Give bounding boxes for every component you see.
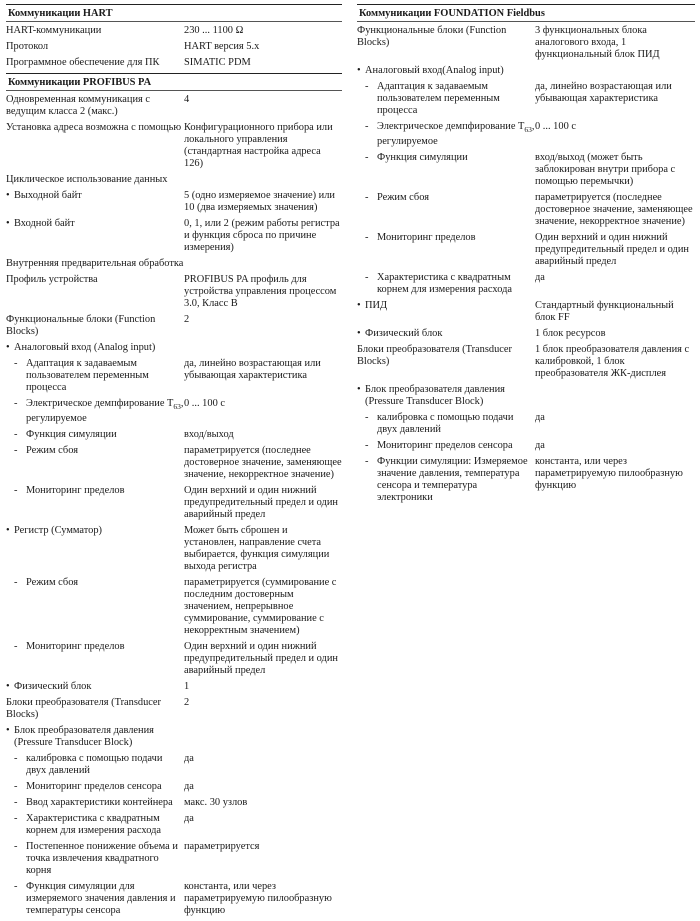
- spec-label-text: Физический блок: [365, 328, 443, 340]
- spec-value: константа, или через параметрируемую пилообразную функцию: [535, 456, 683, 492]
- spec-value: 5 (одно измеряемое значение) или 10 (два измеряемых значения): [184, 190, 335, 213]
- dash-marker: -: [14, 753, 18, 765]
- spec-label: [6, 641, 184, 653]
- spec-row: [6, 258, 342, 274]
- spec-label-text: Регистр (Сумматор): [14, 525, 103, 537]
- right-column: [357, 4, 695, 508]
- spec-row: [357, 344, 695, 384]
- section-title: Коммуникации FOUNDATION Fieldbus: [357, 4, 695, 22]
- spec-row: [6, 725, 342, 753]
- spec-value: да, линейно возрастающая или убывающая характеристика: [535, 81, 672, 104]
- spec-value: да: [535, 440, 545, 452]
- spec-label-text: калибровка с помощью подачи двух давлений: [377, 412, 514, 436]
- spec-row: [6, 797, 342, 813]
- dash-marker: -: [14, 485, 18, 497]
- spec-value: 0 ... 100 с: [184, 398, 225, 409]
- spec-label: [357, 192, 535, 204]
- spec-label: [357, 456, 535, 504]
- spec-value: макс. 30 узлов: [184, 797, 248, 809]
- spec-label-text: Внутренняя предварительная обработка: [6, 258, 184, 269]
- spec-label-text: калибровка с помощью подачи двух давлений: [26, 753, 163, 777]
- spec-row: [6, 358, 342, 398]
- dash-marker: -: [365, 456, 369, 468]
- spec-label: [6, 841, 184, 877]
- spec-value: да: [184, 781, 194, 793]
- spec-label-text: Мониторинг пределов: [377, 232, 476, 244]
- spec-label-text: Мониторинг пределов сенсора: [377, 440, 513, 452]
- spec-label-text: Блоки преобразователя (Transducer Blocks): [6, 697, 161, 721]
- spec-label: [6, 881, 184, 917]
- spec-value: 3 функциональных блока аналогового входа, 1 функциональный блок ПИД: [535, 25, 660, 60]
- spec-row: [6, 781, 342, 797]
- spec-row: [6, 274, 342, 314]
- dash-marker: -: [365, 272, 369, 284]
- spec-label: [6, 429, 184, 441]
- spec-value: 1 блок ресурсов: [535, 328, 606, 340]
- spec-label-text: Электрическое демпфирование T: [26, 398, 174, 409]
- spec-label-text: Блок преобразователя давления (Pressure Transducer Block): [14, 725, 154, 749]
- spec-label-text: Режим сбоя: [26, 445, 78, 457]
- spec-label: [357, 440, 535, 452]
- dash-marker: -: [365, 232, 369, 244]
- spec-value: Один верхний и один нижний предупредительный предел и один аварийный предел: [535, 232, 689, 268]
- spec-row: [6, 342, 342, 358]
- spec-value: Стандартный функциональный блок FF: [535, 300, 674, 324]
- spec-label-text: Входной байт: [14, 218, 75, 229]
- spec-label-text: Установка адреса возможна с помощью: [6, 122, 182, 133]
- spec-value: Один верхний и один нижний предупредительный предел и один аварийный предел: [184, 641, 338, 677]
- spec-label-text: Характеристика с квадратным корнем для измерения расхода: [26, 813, 161, 837]
- spec-label-text: Адаптация к задаваемым пользователем переменным процесса: [377, 81, 500, 116]
- spec-label: [6, 25, 184, 37]
- spec-label-text: Блоки преобразователя (Transducer Blocks): [357, 344, 512, 368]
- spec-label-text: Одновременная коммуникация с ведущим класса 2 (макс.): [6, 94, 151, 117]
- dash-marker: -: [365, 412, 369, 424]
- spec-label-text: ПИД: [365, 300, 388, 312]
- spec-label: [6, 314, 184, 338]
- spec-label: [6, 358, 184, 394]
- spec-label: [6, 681, 184, 693]
- spec-label-text: Выходной байт: [14, 190, 82, 201]
- dash-marker: -: [14, 813, 18, 825]
- spec-label: [6, 41, 184, 53]
- spec-row: [6, 174, 342, 190]
- spec-value: Конфигурационного прибора или локального управления (стандартная настройка адреса 126): [184, 122, 333, 169]
- bullet-marker: •: [6, 725, 10, 737]
- dash-marker: -: [365, 152, 369, 164]
- spec-label: [6, 274, 184, 286]
- spec-value: HART версия 5.x: [184, 41, 260, 52]
- spec-row: [357, 440, 695, 456]
- spec-label: [357, 412, 535, 436]
- spec-row: [6, 641, 342, 681]
- spec-row: [357, 456, 695, 508]
- spec-label: [6, 342, 184, 354]
- spec-label: [6, 94, 184, 118]
- spec-label-text: Блок преобразователя давления (Pressure Transducer Block): [365, 384, 505, 408]
- spec-label-text: Мониторинг пределов: [26, 485, 125, 497]
- spec-label-text: Циклическое использование данных: [6, 174, 168, 185]
- spec-value: параметрируется: [184, 841, 260, 853]
- spec-label-text: Аналоговый вход(Analog input): [365, 65, 504, 76]
- spec-row: [6, 881, 342, 921]
- spec-label: [6, 577, 184, 589]
- spec-row: [6, 398, 342, 429]
- bullet-marker: •: [357, 384, 361, 396]
- spec-row: [6, 25, 342, 41]
- spec-label-text: Функции симуляции: Измеряемое значение давления, температура сенсора и температура электроники: [377, 456, 528, 504]
- spec-row: [6, 753, 342, 781]
- spec-value: параметрируется (последнее достоверное значение, заменяющее значение, некорректное значение): [184, 445, 342, 481]
- spec-label-suffix: , регулируемое: [377, 121, 535, 148]
- spec-label: [6, 725, 184, 749]
- dash-marker: -: [14, 797, 18, 809]
- bullet-marker: •: [6, 218, 10, 229]
- spec-label-text: Мониторинг пределов: [26, 641, 125, 653]
- bullet-marker: •: [357, 328, 361, 340]
- spec-label-text: Программное обеспечение для ПК: [6, 57, 160, 68]
- spec-label-text: Функциональные блоки (Function Blocks): [357, 25, 507, 48]
- spec-label: [357, 384, 535, 408]
- spec-label: [6, 174, 184, 186]
- spec-value: да: [184, 813, 194, 825]
- dash-marker: -: [14, 398, 18, 409]
- spec-label-suffix: , регулируемое: [26, 398, 184, 425]
- bullet-marker: •: [6, 681, 10, 693]
- spec-row: [6, 57, 342, 73]
- spec-row: [6, 697, 342, 725]
- spec-label-text: Характеристика с квадратным корнем для измерения расхода: [377, 272, 512, 296]
- dash-marker: -: [14, 577, 18, 589]
- spec-row: [6, 485, 342, 525]
- spec-row: [357, 192, 695, 232]
- spec-value: параметрируется (последнее достоверное значение, заменяющее значение, некорректное значение): [535, 192, 693, 228]
- spec-value: 0, 1, или 2 (режим работы регистра и функция сброса по причине измерения): [184, 218, 340, 253]
- dash-marker: -: [14, 358, 18, 369]
- bullet-marker: •: [6, 525, 10, 537]
- spec-row: [357, 232, 695, 272]
- spec-label-text: Мониторинг пределов сенсора: [26, 781, 162, 793]
- dash-marker: -: [14, 781, 18, 793]
- dash-marker: -: [14, 841, 18, 853]
- spec-label: [6, 218, 184, 230]
- spec-row: [357, 65, 695, 81]
- spec-row: [357, 300, 695, 328]
- spec-row: [357, 272, 695, 300]
- spec-label: [357, 81, 535, 117]
- spec-value: да: [184, 753, 194, 765]
- section-title: Коммуникации PROFIBUS PA: [6, 73, 342, 91]
- spec-row: [357, 121, 695, 152]
- spec-label: [6, 398, 184, 425]
- spec-row: [6, 681, 342, 697]
- spec-label: [357, 344, 535, 368]
- dash-marker: -: [14, 641, 18, 653]
- spec-label-text: Функциональные блоки (Function Blocks): [6, 314, 156, 337]
- spec-value: 0 ... 100 с: [535, 121, 576, 132]
- spec-value: 4: [184, 94, 190, 105]
- dash-marker: -: [365, 121, 369, 132]
- spec-row: [6, 41, 342, 57]
- spec-value: да: [535, 272, 545, 284]
- spec-row: [6, 841, 342, 881]
- spec-value: вход/выход: [184, 429, 234, 441]
- spec-label-text: Ввод характеристики контейнера: [26, 797, 173, 809]
- spec-row: [6, 94, 342, 122]
- spec-label-text: Физический блок: [14, 681, 92, 693]
- spec-row: [357, 25, 695, 65]
- spec-row: [6, 190, 342, 218]
- spec-label: [357, 300, 535, 312]
- dash-marker: -: [365, 440, 369, 452]
- spec-value: параметрируется (суммирование с последним достоверным значением, непрерывное суммирование, суммирование с некорректным значением): [184, 577, 337, 637]
- spec-label-text: Адаптация к задаваемым пользователем переменным процесса: [26, 358, 149, 393]
- spec-label-text: Протокол: [6, 41, 49, 52]
- spec-label: [6, 485, 184, 497]
- spec-label-subscript: 63: [524, 125, 532, 135]
- spec-label-text: Аналоговый вход (Analog input): [14, 342, 156, 353]
- spec-label: [6, 122, 184, 134]
- spec-value: 230 ... 1100 Ω: [184, 25, 244, 36]
- spec-label-text: Постепенное понижение объема и точка извлечения квадратного корня: [26, 841, 178, 877]
- spec-row: [357, 328, 695, 344]
- spec-value: да, линейно возрастающая или убывающая характеристика: [184, 358, 321, 381]
- spec-label: [6, 445, 184, 457]
- spec-label: [6, 753, 184, 777]
- spec-row: [6, 218, 342, 258]
- spec-value: 2: [184, 697, 190, 709]
- bullet-marker: •: [6, 342, 10, 353]
- spec-row: [357, 412, 695, 440]
- spec-label: [357, 25, 535, 49]
- spec-label-text: Функция симуляции: [377, 152, 468, 164]
- spec-label-subscript: 63: [173, 402, 181, 412]
- spec-row: [6, 429, 342, 445]
- spec-label: [357, 152, 535, 164]
- spec-row: [6, 122, 342, 174]
- spec-row: [357, 384, 695, 412]
- spec-label-text: Функция симуляции: [26, 429, 117, 441]
- spec-label: [6, 697, 184, 721]
- bullet-marker: •: [6, 190, 10, 201]
- spec-row: [6, 577, 342, 641]
- dash-marker: -: [14, 881, 18, 893]
- dash-marker: -: [14, 445, 18, 457]
- spec-label-text: Функция симуляции для измеряемого значения давления и температуры сенсора: [26, 881, 176, 917]
- spec-row: [6, 525, 342, 577]
- spec-label: [6, 781, 184, 793]
- spec-value: 2: [184, 314, 190, 325]
- spec-value: константа, или через параметрируемую пилообразную функцию: [184, 881, 332, 917]
- spec-row: [6, 314, 342, 342]
- spec-label: [357, 328, 535, 340]
- spec-value: Может быть сброшен и установлен, направление счета выбирается, функция симуляции выхода регистра: [184, 525, 330, 573]
- spec-label: [6, 797, 184, 809]
- spec-label: [6, 258, 184, 270]
- spec-row: [357, 81, 695, 121]
- spec-row: [357, 152, 695, 192]
- section-title: Коммуникации HART: [6, 4, 342, 22]
- spec-label: [357, 121, 535, 148]
- spec-value: да: [535, 412, 545, 424]
- spec-value: вход/выход (может быть заблокирован внутри прибора с помощью перемычки): [535, 152, 676, 188]
- bullet-marker: •: [357, 300, 361, 312]
- spec-label-text: Режим сбоя: [377, 192, 429, 204]
- spec-label-text: Профиль устройства: [6, 274, 98, 285]
- dash-marker: -: [14, 429, 18, 441]
- bullet-marker: •: [357, 65, 361, 76]
- spec-value: 1: [184, 681, 190, 693]
- spec-label-text: HART-коммуникации: [6, 25, 102, 36]
- spec-value: 1 блок преобразователя давления с калибровкой, 1 блок преобразователя ЖК-дисплея: [535, 344, 690, 380]
- spec-value: Один верхний и один нижний предупредительный предел и один аварийный предел: [184, 485, 338, 521]
- dash-marker: -: [365, 81, 369, 92]
- spec-value: SIMATIC PDM: [184, 57, 251, 68]
- spec-row: [6, 445, 342, 485]
- spec-label-text: Режим сбоя: [26, 577, 78, 589]
- spec-label: [6, 813, 184, 837]
- spec-label: [357, 65, 535, 77]
- left-column: [6, 4, 342, 921]
- spec-label: [6, 57, 184, 69]
- dash-marker: -: [365, 192, 369, 204]
- spec-label: [6, 190, 184, 202]
- spec-label: [6, 525, 184, 537]
- spec-label-text: Электрическое демпфирование T: [377, 121, 525, 132]
- spec-value: PROFIBUS PA профиль для устройства управления процессом 3.0, Класс B: [184, 274, 337, 309]
- spec-row: [6, 813, 342, 841]
- spec-label: [357, 232, 535, 244]
- spec-label: [357, 272, 535, 296]
